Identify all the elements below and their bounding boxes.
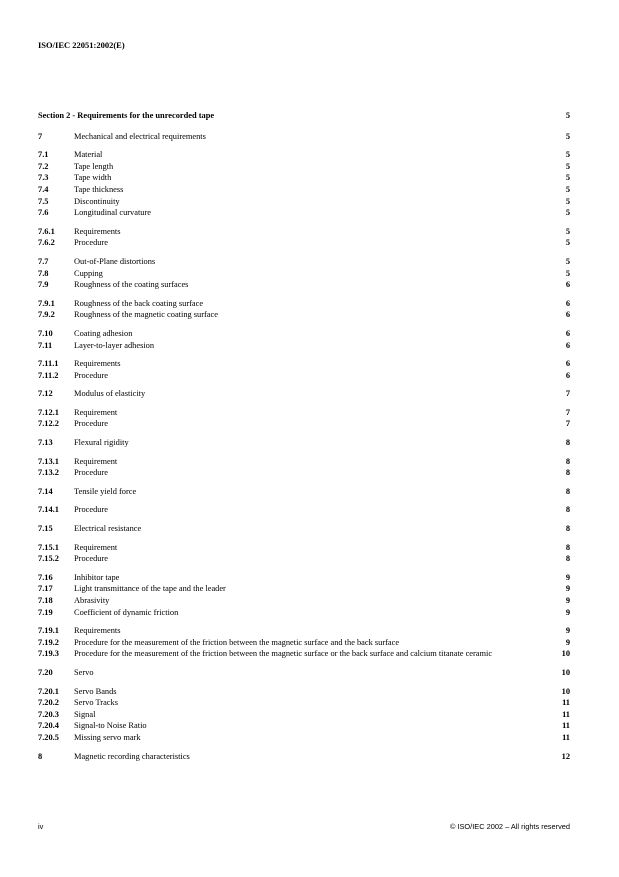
toc-entry-page: 6	[565, 359, 570, 369]
toc-entry-title: Tape width	[74, 173, 112, 183]
toc-entry-title: Requirement	[74, 407, 118, 417]
toc-entry-page: 5	[565, 268, 570, 278]
toc-entry-num: 7.9.2	[38, 310, 55, 320]
toc-entry-title: Light transmittance of the tape and the leader	[74, 584, 226, 594]
toc-entry-num: 7.12.2	[38, 419, 59, 429]
toc-entry-page: 8	[565, 438, 570, 448]
toc-entry-title: Requirements	[74, 626, 121, 636]
toc-entry-title: Servo Bands	[74, 686, 117, 696]
toc-entry[interactable]	[38, 358, 570, 370]
toc-entry[interactable]	[38, 149, 570, 161]
toc-entry[interactable]	[38, 407, 570, 419]
toc-entry-num: 7.4	[38, 184, 49, 194]
toc-entry-page: 8	[565, 554, 570, 564]
toc-group	[38, 542, 570, 565]
toc-entry-num: 7.14.1	[38, 505, 59, 515]
toc-entry-title: Procedure for the measurement of the friction between the magnetic surface and the back surface	[74, 637, 400, 647]
toc-entry-num: 7.3	[38, 173, 49, 183]
toc-entry-page: 5	[565, 256, 570, 266]
toc-entry-page: 8	[565, 524, 570, 534]
toc-entry[interactable]	[38, 709, 570, 721]
toc-group	[38, 504, 570, 516]
toc-entry-num: 7.13.2	[38, 468, 59, 478]
toc-entry-num: 7	[38, 131, 43, 141]
toc-entry-page: 7	[565, 419, 570, 429]
toc-entry-title: Roughness of the back coating surface	[74, 298, 204, 308]
toc-entry-num: 7.15.1	[38, 542, 59, 552]
toc-entry[interactable]	[38, 161, 570, 173]
toc-entry-num: 7.13.1	[38, 456, 59, 466]
toc-entry-title: Requirements	[74, 226, 121, 236]
toc-entry-num: 7.20.4	[38, 721, 59, 731]
toc-entry-page: 10	[561, 649, 570, 659]
toc-entry-num: 7.13	[38, 438, 53, 448]
toc-entry[interactable]	[38, 751, 570, 763]
toc-entry-page: 10	[561, 667, 570, 677]
toc-entry[interactable]	[38, 667, 570, 679]
toc-entry-page: 7	[565, 389, 570, 399]
toc-entry[interactable]	[38, 637, 570, 649]
toc-entry[interactable]	[38, 298, 570, 310]
toc-entry-title: Magnetic recording characteristics	[74, 751, 190, 761]
toc-entry[interactable]	[38, 418, 570, 430]
toc-entry-num: 7.17	[38, 584, 53, 594]
toc-entry-title: Procedure for the measurement of the friction between the magnetic surface or the back surface and calcium titanate ceramic	[74, 649, 493, 659]
toc-entry-title: Modulus of elasticity	[74, 389, 146, 399]
toc-entry-title: Tensile yield force	[74, 486, 137, 496]
toc-entry[interactable]	[38, 256, 570, 268]
toc-entry[interactable]	[38, 720, 570, 732]
toc-group	[38, 486, 570, 498]
toc-entry-title: Servo Tracks	[74, 698, 118, 708]
toc-entry-page: 5	[565, 131, 570, 141]
toc-entry-page: 9	[565, 596, 570, 605]
toc-entry[interactable]	[38, 279, 570, 291]
toc-entry-num: 7.18	[38, 596, 53, 605]
toc-entry-page: 9	[565, 637, 570, 647]
toc-entry-num: 7.15	[38, 524, 53, 534]
toc-entry-num: 7.16	[38, 572, 53, 582]
toc-entry-title: Inhibitor tape	[74, 572, 120, 582]
toc-entry[interactable]	[38, 184, 570, 196]
toc-entry-num: 7.19.1	[38, 626, 59, 636]
toc-entry[interactable]	[38, 504, 570, 516]
section-heading	[38, 110, 570, 122]
toc-entry-num: 7.19.2	[38, 637, 59, 647]
toc-group	[38, 388, 570, 400]
toc-entry-num: 7.20.1	[38, 686, 59, 696]
toc-entry-title: Procedure	[74, 419, 108, 429]
toc-entry-title: Servo	[74, 667, 94, 677]
toc-entry-page: 7	[565, 407, 570, 417]
toc-entry[interactable]	[38, 268, 570, 280]
toc-entry[interactable]	[38, 207, 570, 219]
toc-entry-page: 6	[565, 340, 570, 350]
toc-entry-num: 7.20	[38, 667, 53, 677]
toc-entry-page: 10	[561, 686, 570, 696]
toc-group	[38, 358, 570, 381]
toc-entry[interactable]	[38, 370, 570, 382]
toc-entry[interactable]	[38, 686, 570, 698]
toc-entry-num: 7.12.1	[38, 407, 59, 417]
toc-entry-title: Cupping	[74, 268, 103, 278]
toc-entry-page: 5	[565, 196, 570, 206]
toc-entry[interactable]	[38, 388, 570, 400]
toc-entry-num: 7.20.5	[38, 732, 59, 742]
toc-entry-title: Tape length	[74, 161, 114, 171]
toc-group	[38, 686, 570, 744]
toc-entry-title: Procedure	[74, 238, 108, 248]
toc-entry[interactable]	[38, 625, 570, 637]
toc-entry-num: 7.9.1	[38, 298, 55, 308]
toc-entry-num: 7.5	[38, 196, 49, 206]
toc-entry-page: 5	[565, 173, 570, 183]
toc-group	[38, 572, 570, 618]
toc-entry-num: 7.19	[38, 607, 53, 617]
toc-entry-page: 6	[565, 298, 570, 308]
toc-entry-num: 7.10	[38, 328, 53, 338]
toc-entry-title: Tape thickness	[74, 184, 124, 194]
toc-entry[interactable]	[38, 237, 570, 249]
toc-entry-page: 11	[562, 698, 570, 708]
toc-entry-page: 9	[565, 607, 570, 617]
toc-group	[38, 131, 570, 143]
toc-entry[interactable]	[38, 648, 570, 660]
toc-entry[interactable]	[38, 697, 570, 709]
toc-entry[interactable]	[38, 607, 570, 619]
toc-entry-num: 7.6.1	[38, 226, 55, 236]
toc-entry-num: 8	[38, 751, 43, 761]
toc-entry-page: 5	[565, 161, 570, 171]
toc-entry-title: Layer-to-layer adhesion	[74, 340, 155, 350]
toc-group	[38, 226, 570, 249]
toc-entry-page: 11	[562, 709, 570, 719]
document-header: ISO/IEC 22051:2002(E)	[38, 40, 125, 50]
toc-group	[38, 437, 570, 449]
toc-entry-num: 7.12	[38, 389, 53, 399]
toc-entry-title: Signal	[74, 709, 96, 719]
toc-entry[interactable]	[38, 437, 570, 449]
toc-entry-page: 8	[565, 456, 570, 466]
toc-entry-page: 6	[565, 280, 570, 290]
toc-entry[interactable]	[38, 595, 570, 607]
toc-entry-page: 5	[565, 150, 570, 160]
toc-group	[38, 256, 570, 291]
toc-entry-num: 7.11.2	[38, 370, 59, 380]
toc-entry-page: 8	[565, 505, 570, 515]
toc-group	[38, 149, 570, 219]
toc-entry-num: 7.7	[38, 256, 49, 266]
toc-entry-title: Procedure	[74, 370, 108, 380]
toc-entry-num: 7.9	[38, 280, 49, 290]
toc-entry[interactable]	[38, 456, 570, 468]
toc-group	[38, 625, 570, 660]
toc-entry-title: Out-of-Plane distortions	[74, 256, 156, 266]
toc-entry-page: 5	[565, 208, 570, 218]
toc-entry-title: Requirements	[74, 359, 121, 369]
toc-entry-title: Procedure	[74, 468, 108, 478]
toc-entry-title: Requirement	[74, 456, 118, 466]
toc-group	[38, 298, 570, 321]
toc-entry[interactable]	[38, 131, 570, 143]
toc-group	[38, 407, 570, 430]
toc-entry[interactable]	[38, 572, 570, 584]
toc-entry-num: 7.11	[38, 340, 53, 350]
toc-entry[interactable]	[38, 583, 570, 595]
toc-entry-page: 6	[565, 328, 570, 338]
toc-entry-page: 9	[565, 584, 570, 594]
toc-entry-title: Requirement	[74, 542, 118, 552]
toc-entry[interactable]	[38, 553, 570, 565]
toc-entry-page: 9	[565, 572, 570, 582]
toc-entry-title: Abrasivity	[74, 596, 110, 605]
toc-entry-num: 7.19.3	[38, 649, 59, 659]
toc-entry[interactable]	[38, 732, 570, 744]
toc-entry-title: Electrical resistance	[74, 524, 142, 534]
toc-entry-page: 6	[565, 310, 570, 320]
toc-entry-num: 7.20.2	[38, 698, 59, 708]
toc-entry-title: Procedure	[74, 554, 108, 564]
toc-entry[interactable]	[38, 542, 570, 554]
toc-entry[interactable]	[38, 340, 570, 352]
toc-entry-page: 5	[565, 238, 570, 248]
toc-group	[38, 456, 570, 479]
toc-entries	[38, 131, 570, 763]
toc-entry-title: Procedure	[74, 505, 108, 515]
section-title: Section 2 - Requirements for the unrecorded tape	[38, 111, 215, 120]
toc-entry[interactable]	[38, 328, 570, 340]
section-page: 5	[565, 111, 570, 120]
toc-entry-title: Roughness of the coating surfaces	[74, 280, 189, 290]
table-of-contents	[38, 110, 570, 769]
toc-entry-page: 11	[562, 721, 570, 731]
toc-entry[interactable]	[38, 226, 570, 238]
toc-entry-title: Flexural rigidity	[74, 438, 129, 448]
toc-entry-page: 9	[565, 626, 570, 636]
toc-entry-page: 12	[561, 751, 570, 761]
toc-entry-num: 7.6.2	[38, 238, 55, 248]
toc-entry-num: 7.11.1	[38, 359, 59, 369]
toc-entry-title: Coating adhesion	[74, 328, 133, 338]
toc-entry-title: Coefficient of dynamic friction	[74, 607, 179, 617]
toc-entry[interactable]	[38, 486, 570, 498]
toc-entry[interactable]	[38, 196, 570, 208]
toc-entry-num: 7.8	[38, 268, 49, 278]
toc-entry-page: 8	[565, 468, 570, 478]
toc-entry-num: 7.14	[38, 486, 53, 496]
toc-entry-title: Longitudinal curvature	[74, 208, 151, 218]
toc-entry-num: 7.15.2	[38, 554, 59, 564]
toc-group	[38, 751, 570, 763]
toc-entry-page: 8	[565, 486, 570, 496]
toc-entry-num: 7.1	[38, 150, 49, 160]
toc-entry[interactable]	[38, 309, 570, 321]
toc-entry-title: Missing servo mark	[74, 732, 141, 742]
toc-entry-title: Signal-to Noise Ratio	[74, 721, 147, 731]
toc-entry-page: 5	[565, 184, 570, 194]
toc-group	[38, 523, 570, 535]
toc-entry-title: Roughness of the magnetic coating surface	[74, 310, 218, 320]
toc-entry-num: 7.2	[38, 161, 49, 171]
toc-entry-num: 7.6	[38, 208, 49, 218]
toc-entry-page: 8	[565, 542, 570, 552]
toc-group	[38, 328, 570, 351]
toc-entry[interactable]	[38, 523, 570, 535]
footer-page-number: iv	[38, 822, 44, 831]
toc-entry-num: 7.20.3	[38, 709, 59, 719]
footer-copyright: © ISO/IEC 2002 – All rights reserved	[449, 822, 570, 831]
toc-entry-page: 5	[565, 226, 570, 236]
toc-entry-page: 6	[565, 370, 570, 380]
toc-entry[interactable]	[38, 172, 570, 184]
toc-entry-title: Mechanical and electrical requirements	[74, 131, 206, 141]
toc-entry-title: Material	[74, 150, 103, 160]
toc-entry-page: 11	[562, 732, 570, 742]
toc-entry-title: Discontinuity	[74, 196, 120, 206]
page-footer	[38, 822, 570, 831]
toc-group	[38, 667, 570, 679]
toc-entry[interactable]	[38, 467, 570, 479]
